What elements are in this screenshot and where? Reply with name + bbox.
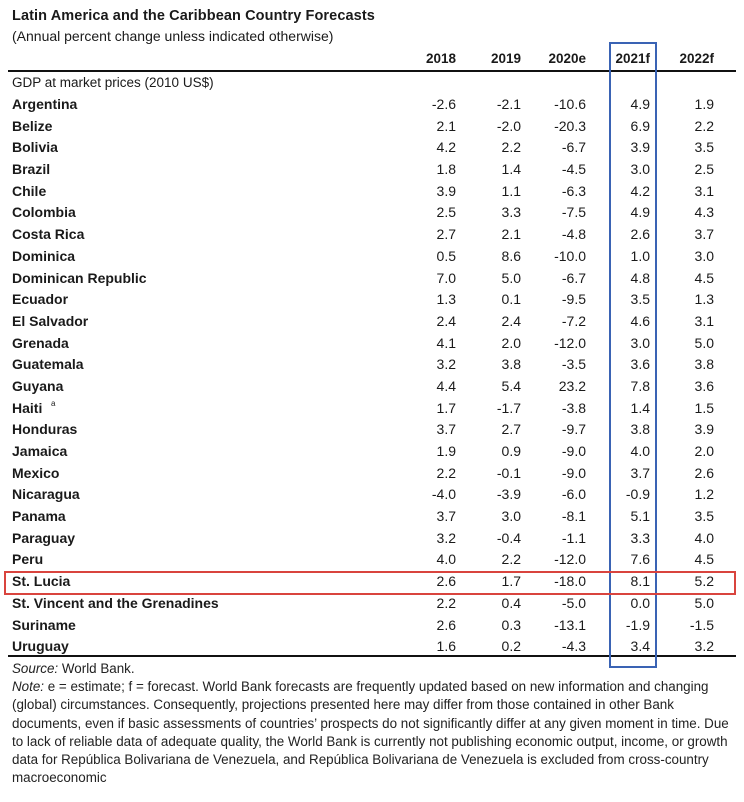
country-name: Paraguay (12, 529, 76, 546)
country-name: Honduras (12, 421, 78, 438)
country-name: Bolivia (12, 139, 58, 156)
country-name: Grenada (12, 334, 69, 351)
cell-2018: 2.6 (436, 573, 456, 590)
cell-2020e: -9.7 (561, 421, 586, 438)
country-name: Guatemala (12, 356, 84, 373)
cell-2022f: 4.5 (694, 269, 714, 286)
country-name: Peru (12, 551, 44, 568)
cell-2021f: 2.6 (630, 226, 650, 243)
cell-2018: 1.6 (436, 638, 456, 655)
cell-2018: 1.3 (436, 291, 456, 308)
cell-2021f: 4.9 (630, 96, 650, 112)
cell-2022f: 2.5 (694, 161, 714, 178)
col-header-2018: 2018 (425, 51, 456, 66)
country-name: Colombia (12, 204, 76, 221)
cell-2020e: -18.0 (554, 573, 586, 590)
highlight-st-lucia-row (4, 571, 736, 595)
cell-2022f: 5.2 (694, 573, 714, 590)
cell-2022f: 4.0 (694, 529, 714, 546)
cell-2022f: 1.9 (694, 96, 714, 112)
footnote-marker: a (51, 398, 56, 408)
cell-2020e: -6.0 (561, 486, 586, 503)
cell-2022f: 3.6 (694, 377, 714, 394)
cell-2022f: 3.0 (694, 247, 714, 264)
cell-2021f: 3.9 (630, 139, 650, 156)
cell-2019: 0.2 (501, 638, 521, 655)
cell-2021f: 7.8 (630, 377, 650, 394)
country-name: Panama (12, 508, 66, 525)
country-name: Belize (12, 117, 53, 134)
cell-2020e: -6.7 (561, 269, 586, 286)
cell-2019: -2.0 (496, 117, 521, 134)
cell-2018: 2.2 (436, 464, 456, 481)
cell-2022f: 1.2 (694, 486, 714, 503)
cell-2022f: 3.7 (694, 226, 714, 243)
cell-2022f: 3.1 (694, 182, 714, 199)
cell-2021f: 6.9 (630, 117, 650, 134)
cell-2021f: 3.6 (630, 356, 650, 373)
cell-2021f: 4.6 (630, 312, 650, 329)
country-name: Costa Rica (12, 226, 85, 243)
cell-2019: 0.3 (501, 616, 521, 633)
cell-2018: 3.2 (436, 529, 456, 546)
cell-2018: 4.1 (436, 334, 456, 351)
cell-2018: 3.2 (436, 356, 456, 373)
cell-2022f: 1.3 (694, 291, 714, 308)
cell-2021f: 3.7 (630, 464, 650, 481)
country-name: Nicaragua (12, 486, 80, 503)
cell-2020e: -3.5 (561, 356, 586, 373)
cell-2022f: 3.2 (694, 638, 714, 655)
cell-2019: 2.2 (501, 139, 521, 156)
col-header-2019: 2019 (490, 51, 521, 66)
cell-2018: 2.4 (436, 312, 456, 329)
cell-2019: 0.4 (501, 594, 521, 611)
country-name: Dominican Republic (12, 269, 147, 286)
cell-2020e: -4.5 (561, 161, 586, 178)
cell-2019: 2.4 (501, 312, 521, 329)
cell-2021f: 7.6 (630, 551, 650, 568)
cell-2018: 3.7 (436, 421, 456, 438)
col-header-2020e: 2020e (548, 51, 586, 66)
cell-2022f: 4.5 (694, 551, 714, 568)
country-name: Haiti (12, 399, 43, 416)
country-name: Guyana (12, 377, 64, 394)
source-label: Source: (12, 661, 59, 676)
cell-2020e: -9.5 (561, 291, 586, 308)
cell-2018: 1.7 (436, 399, 456, 416)
cell-2018: -2.6 (431, 96, 456, 112)
cell-2018: 2.2 (436, 594, 456, 611)
cell-2021f: 5.1 (630, 508, 650, 525)
cell-2019: 1.4 (501, 161, 521, 178)
cell-2022f: 2.2 (694, 117, 714, 134)
cell-2020e: -12.0 (554, 334, 586, 351)
cell-2019: -0.4 (496, 529, 521, 546)
country-name: Mexico (12, 464, 60, 481)
cell-2018: 2.6 (436, 616, 456, 633)
note-label: Note: (12, 679, 45, 695)
cell-2018: 4.0 (436, 551, 456, 568)
cell-2020e: -3.8 (561, 399, 586, 416)
cell-2018: 3.7 (436, 508, 456, 525)
cell-2022f: 3.8 (694, 356, 714, 373)
country-name: Uruguay (12, 638, 69, 655)
cell-2019: 5.4 (501, 377, 521, 394)
cell-2020e: -8.1 (561, 508, 586, 525)
cell-2018: 1.9 (436, 443, 456, 459)
cell-2022f: -1.5 (689, 616, 714, 633)
cell-2020e: -13.1 (554, 616, 586, 633)
cell-2021f: -0.9 (625, 486, 650, 503)
country-name: Ecuador (12, 291, 69, 308)
cell-2020e: -10.6 (554, 96, 586, 112)
col-header-2021f: 2021f (615, 51, 650, 66)
cell-2021f: 4.2 (630, 182, 650, 199)
cell-2021f: 4.8 (630, 269, 650, 286)
cell-2019: 3.3 (501, 204, 521, 221)
cell-2019: 1.1 (501, 182, 521, 199)
table-title: Latin America and the Caribbean Country Forecasts (12, 8, 375, 24)
cell-2022f: 5.0 (694, 334, 714, 351)
country-name: El Salvador (12, 312, 89, 329)
cell-2022f: 4.3 (694, 204, 714, 221)
cell-2019: 3.0 (501, 508, 521, 525)
country-name: Suriname (12, 616, 76, 633)
cell-2021f: 3.4 (630, 638, 650, 655)
cell-2022f: 2.6 (694, 464, 714, 481)
cell-2019: -2.1 (496, 96, 521, 112)
cell-2018: 4.2 (436, 139, 456, 156)
note-line (12, 678, 732, 787)
cell-2019: -3.9 (496, 486, 521, 503)
cell-2020e: -4.8 (561, 226, 586, 243)
cell-2020e: -6.7 (561, 139, 586, 156)
cell-2022f: 3.5 (694, 508, 714, 525)
section-label: GDP at market prices (2010 US$) (12, 75, 214, 90)
cell-2019: 2.1 (501, 226, 521, 243)
cell-2019: 2.0 (501, 334, 521, 351)
col-header-2022f: 2022f (679, 51, 714, 66)
cell-2021f: 1.0 (630, 247, 650, 264)
cell-2019: 0.9 (501, 443, 521, 459)
country-name: St. Lucia (12, 573, 71, 590)
cell-2018: 0.5 (436, 247, 456, 264)
cell-2021f: 0.0 (630, 594, 650, 611)
cell-2018: 2.1 (436, 117, 456, 134)
cell-2020e: 23.2 (558, 377, 586, 394)
country-name: Dominica (12, 247, 76, 264)
note-text: e = estimate; f = forecast. World Bank forecasts are frequently updated based on new information and changing (global) circumstances. Consequently, projections presented here may differ from those contained in other Bank documents, even if basic assessments of countries’ prospects do not significantly differ at any given moment in time. Due to lack of reliable data of adequate quality, the World Bank is currently not publishing economic output, income, or growth data for República Bolivariana de Venezuela, and República Bolivariana de Venezuela is excluded from cross-country macroeconomic (12, 679, 729, 786)
cell-2018: 4.4 (436, 377, 456, 394)
cell-2020e: -4.3 (561, 638, 586, 655)
cell-2021f: 1.4 (630, 399, 650, 416)
cell-2018: 2.7 (436, 226, 456, 243)
country-name: Brazil (12, 161, 51, 178)
cell-2021f: 3.8 (630, 421, 650, 438)
cell-2020e: -6.3 (561, 182, 586, 199)
cell-2022f: 3.5 (694, 139, 714, 156)
cell-2020e: -7.5 (561, 204, 586, 221)
cell-2022f: 2.0 (694, 443, 714, 459)
cell-2021f: 3.0 (630, 161, 650, 178)
country-name: Argentina (12, 96, 78, 112)
cell-2020e: -10.0 (554, 247, 586, 264)
cell-2021f: 3.0 (630, 334, 650, 351)
cell-2021f: 3.5 (630, 291, 650, 308)
country-name: Chile (12, 182, 47, 199)
cell-2018: 3.9 (436, 182, 456, 199)
cell-2022f: 3.9 (694, 421, 714, 438)
cell-2020e: -20.3 (554, 117, 586, 134)
cell-2020e: -9.0 (561, 443, 586, 459)
cell-2020e: -5.0 (561, 594, 586, 611)
table-subtitle: (Annual percent change unless indicated otherwise) (12, 28, 334, 44)
source-line (12, 660, 732, 678)
cell-2022f: 1.5 (694, 399, 714, 416)
cell-2022f: 5.0 (694, 594, 714, 611)
cell-2019: 3.8 (501, 356, 521, 373)
cell-2020e: -9.0 (561, 464, 586, 481)
source-text: World Bank. (61, 661, 135, 676)
cell-2018: 2.5 (436, 204, 456, 221)
cell-2018: 7.0 (436, 269, 456, 286)
country-name: St. Vincent and the Grenadines (12, 594, 219, 611)
cell-2021f: 3.3 (630, 529, 650, 546)
cell-2020e: -7.2 (561, 312, 586, 329)
cell-2019: 5.0 (501, 269, 521, 286)
cell-2021f: 8.1 (630, 573, 650, 590)
cell-2019: -0.1 (496, 464, 521, 481)
cell-2019: 2.2 (501, 551, 521, 568)
country-name: Jamaica (12, 443, 68, 459)
table-notes (12, 660, 732, 787)
cell-2021f: 4.0 (630, 443, 650, 459)
cell-2018: -4.0 (431, 486, 456, 503)
cell-2019: 0.1 (501, 291, 521, 308)
cell-2020e: -1.1 (561, 529, 586, 546)
cell-2020e: -12.0 (554, 551, 586, 568)
cell-2021f: -1.9 (625, 616, 650, 633)
cell-2019: 8.6 (501, 247, 521, 264)
cell-2021f: 4.9 (630, 204, 650, 221)
cell-2019: 2.7 (501, 421, 521, 438)
cell-2022f: 3.1 (694, 312, 714, 329)
cell-2019: 1.7 (501, 573, 521, 590)
cell-2019: -1.7 (496, 399, 521, 416)
cell-2018: 1.8 (436, 161, 456, 178)
